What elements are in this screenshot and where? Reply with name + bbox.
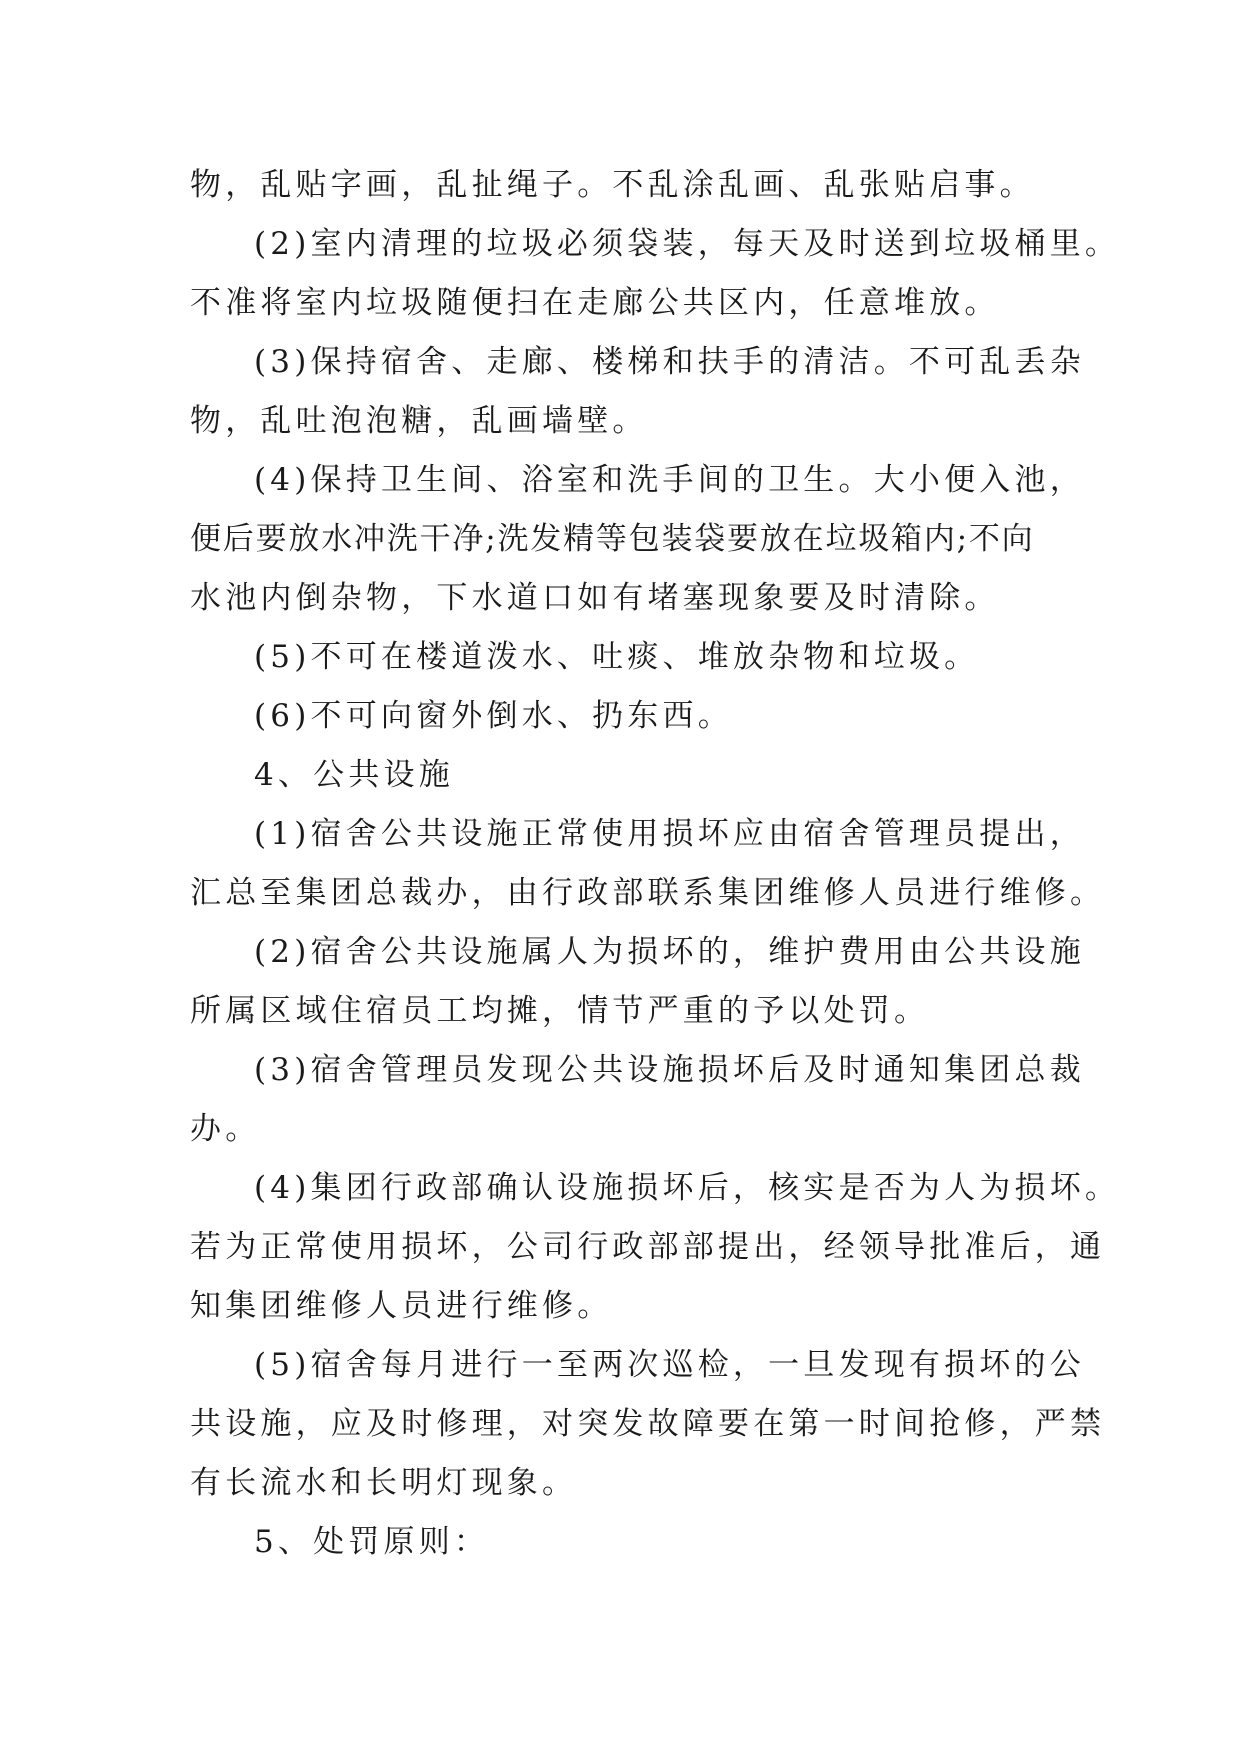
text-line: 知集团维修人员进行维修。 bbox=[190, 1288, 613, 1324]
text-line: 共设施，应及时修理，对突发故障要在第一时间抢修，严禁 bbox=[190, 1406, 1106, 1442]
text-line: (1)宿舍公共设施正常使用损坏应由宿舍管理员提出， bbox=[254, 816, 1085, 852]
text-line: (2)宿舍公共设施属人为损坏的，维护费用由公共设施 bbox=[254, 934, 1085, 970]
text-line: 有长流水和长明灯现象。 bbox=[190, 1465, 578, 1501]
text-line: 不准将室内垃圾随便扫在走廊公共区内，任意堆放。 bbox=[190, 285, 1000, 321]
section-heading: 5、处罚原则： bbox=[254, 1524, 490, 1560]
text-line: (2)室内清理的垃圾必须袋装，每天及时送到垃圾桶里。 bbox=[254, 226, 1121, 262]
text-line: (3)保持宿舍、走廊、楼梯和扶手的清洁。不可乱丢杂 bbox=[254, 344, 1085, 380]
text-line: (4)保持卫生间、浴室和洗手间的卫生。大小便入池， bbox=[254, 462, 1085, 498]
text-line: (5)宿舍每月进行一至两次巡检，一旦发现有损坏的公 bbox=[254, 1347, 1085, 1383]
text-line: 物，乱吐泡泡糖，乱画墙壁。 bbox=[190, 403, 648, 439]
text-line: 汇总至集团总裁办，由行政部联系集团维修人员进行维修。 bbox=[190, 875, 1106, 911]
text-line: (6)不可向窗外倒水、扔东西。 bbox=[254, 698, 733, 734]
text-line: (5)不可在楼道泼水、吐痰、堆放杂物和垃圾。 bbox=[254, 639, 980, 675]
section-heading: 4、公共设施 bbox=[254, 757, 454, 793]
text-line: (3)宿舍管理员发现公共设施损坏后及时通知集团总裁 bbox=[254, 1052, 1085, 1088]
text-line: 若为正常使用损坏，公司行政部部提出，经领导批准后，通 bbox=[190, 1229, 1106, 1265]
text-line: 办。 bbox=[190, 1111, 261, 1147]
text-line: 便后要放水冲洗干净;洗发精等包装袋要放在垃圾箱内;不向 bbox=[190, 521, 1035, 557]
text-line: 水池内倒杂物，下水道口如有堵塞现象要及时清除。 bbox=[190, 580, 1000, 616]
text-line: 所属区域住宿员工均摊，情节严重的予以处罚。 bbox=[190, 993, 930, 1029]
text-line: 物，乱贴字画，乱扯绳子。不乱涂乱画、乱张贴启事。 bbox=[190, 167, 1035, 203]
text-line: (4)集团行政部确认设施损坏后，核实是否为人为损坏。 bbox=[254, 1170, 1121, 1206]
